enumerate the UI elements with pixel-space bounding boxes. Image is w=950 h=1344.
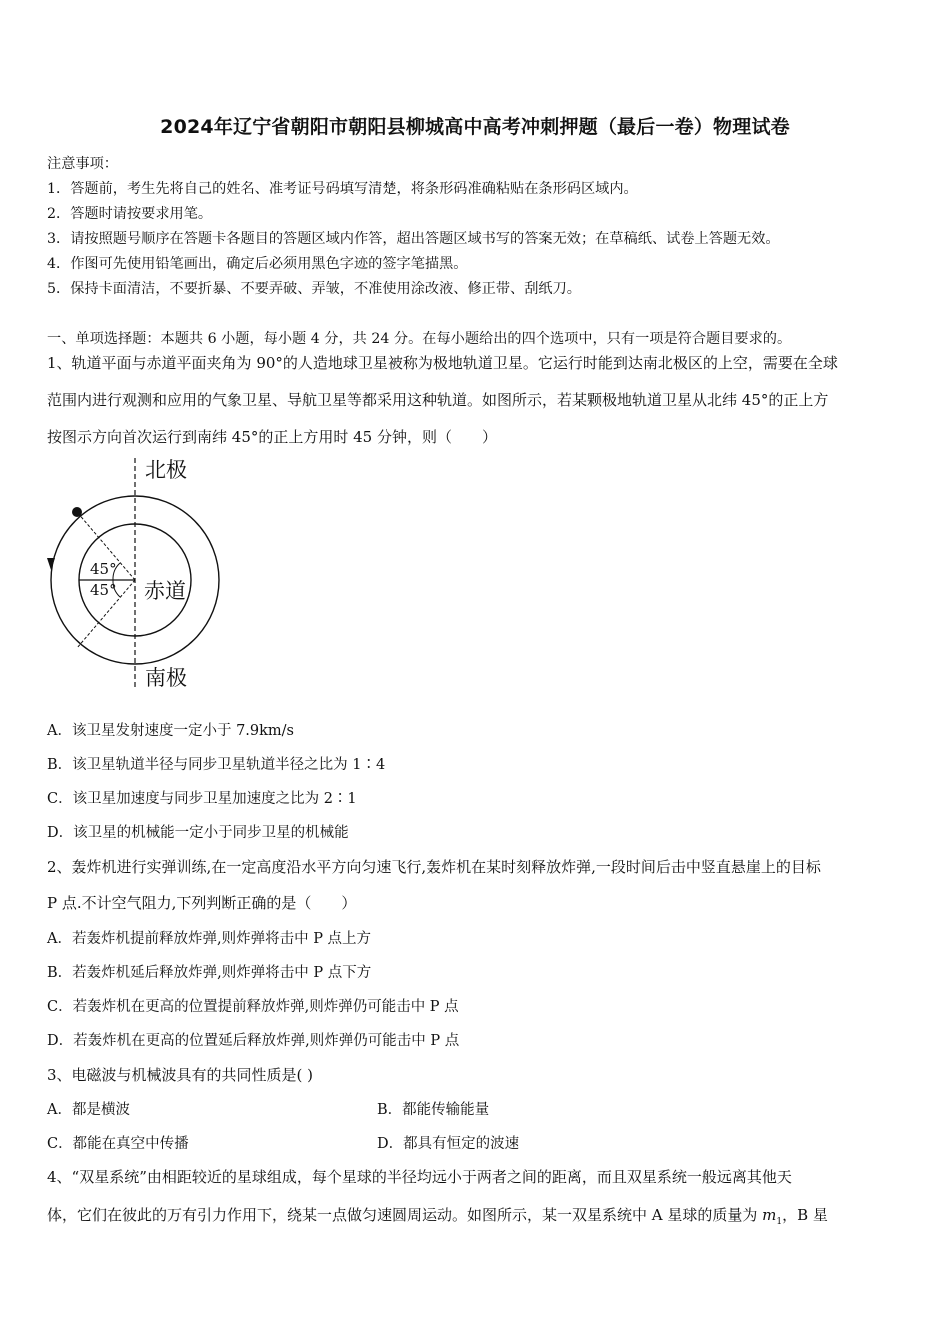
question-1-option: C．该卫星加速度与同步卫星加速度之比为 2∶1: [47, 791, 357, 807]
question-4-text: 体，它们在彼此的万有引力作用下，绕某一点做匀速圆周运动。如图所示，某一双星系统中 A 星球的质量为: [47, 1206, 763, 1224]
south-pole-label: 南极: [145, 666, 187, 690]
question-2-option: B．若轰炸机延后释放炸弹,则炸弹将击中 P 点下方: [47, 965, 372, 981]
question-1-option: D．该卫星的机械能一定小于同步卫星的机械能: [47, 825, 349, 841]
mass-subscript: 1: [776, 1217, 783, 1227]
question-3-option: D．都具有恒定的波速: [377, 1136, 520, 1152]
polar-orbit-figure: [40, 452, 220, 692]
question-1-option: A．该卫星发射速度一定小于 7.9km/s: [47, 723, 295, 739]
question-2-line: P 点.不计空气阻力,下列判断正确的是（ ）: [47, 894, 357, 912]
question-1-option: B．该卫星轨道半径与同步卫星轨道半径之比为 1∶4: [47, 757, 386, 773]
satellite-dot: [72, 507, 82, 517]
angle-label-upper: 45°: [90, 560, 117, 578]
question-1-line: 1、轨道平面与赤道平面夹角为 90°的人造地球卫星被称为极地轨道卫星。它运行时能到达南北极区的上空，需要在全球: [47, 354, 838, 372]
notice-item: 2．答题时请按要求用笔。: [47, 206, 213, 222]
question-2-option: A．若轰炸机提前释放炸弹,则炸弹将击中 P 点上方: [47, 931, 372, 947]
notice-item: 3．请按照题号顺序在答题卡各题目的答题区域内作答，超出答题区域书写的答案无效；在草稿纸、试卷上答题无效。: [47, 231, 780, 247]
notice-heading: 注意事项：: [47, 156, 118, 172]
question-2-option: D．若轰炸机在更高的位置延后释放炸弹,则炸弹仍可能击中 P 点: [47, 1033, 460, 1049]
question-1-line: 按图示方向首次运行到南纬 45°的正上方用时 45 分钟，则（ ）: [47, 428, 497, 446]
question-2-line: 2、轰炸机进行实弹训练,在一定高度沿水平方向匀速飞行,轰炸机在某时刻释放炸弹,一段时间后击中竖直悬崖上的目标: [47, 858, 821, 876]
north-pole-label: 北极: [145, 458, 187, 482]
question-3-option: C．都能在真空中传播: [47, 1136, 189, 1152]
question-4-line: 4、“双星系统”由相距较近的星球组成，每个星球的半径均远小于两者之间的距离，而且双星系统一般远离其他天: [47, 1168, 792, 1186]
angle-label-lower: 45°: [90, 581, 117, 599]
question-2-option: C．若轰炸机在更高的位置提前释放炸弹,则炸弹仍可能击中 P 点: [47, 999, 459, 1015]
question-1-line: 范围内进行观测和应用的气象卫星、导航卫星等都采用这种轨道。如图所示，若某颗极地轨道卫星从北纬 45°的正上方: [47, 391, 829, 409]
equator-label: 赤道: [144, 579, 186, 603]
page-title: 2024年辽宁省朝阳市朝阳县柳城高中高考冲刺押题（最后一卷）物理试卷: [160, 116, 790, 138]
direction-arrow-icon: [47, 558, 55, 570]
question-3-option: A．都是横波: [47, 1102, 130, 1118]
notice-item: 5．保持卡面清洁，不要折暴、不要弄破、弄皱，不准使用涂改液、修正带、刮纸刀。: [47, 281, 581, 297]
notice-item: 4．作图可先使用铅笔画出，确定后必须用黑色字迹的签字笔描黑。: [47, 256, 468, 272]
mass-symbol: m: [762, 1206, 777, 1224]
question-4-line: [47, 1204, 828, 1227]
question-4-text: ，B 星: [782, 1206, 828, 1224]
section-heading: 一、单项选择题：本题共 6 小题，每小题 4 分，共 24 分。在每小题给出的四个选项中，只有一项是符合题目要求的。: [47, 331, 792, 347]
question-3-stem: 3、电磁波与机械波具有的共同性质是( ): [47, 1066, 314, 1084]
question-3-option: B．都能传输能量: [377, 1102, 490, 1118]
notice-item: 1．答题前，考生先将自己的姓名、准考证号码填写清楚，将条形码准确粘贴在条形码区域内。: [47, 181, 638, 197]
